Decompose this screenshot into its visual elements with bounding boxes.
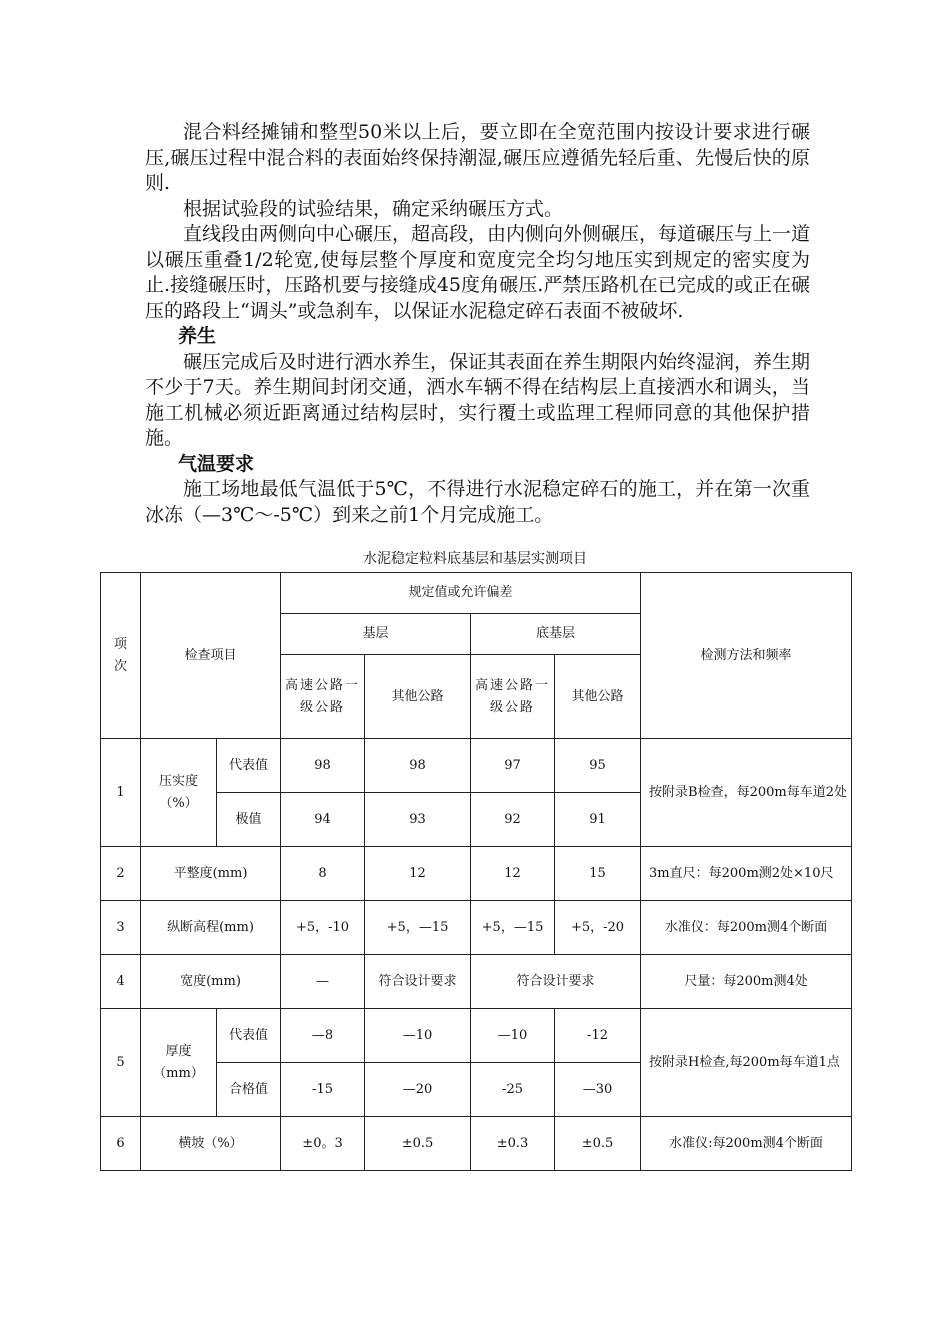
row-no: 6: [101, 1117, 141, 1171]
cell: —: [281, 955, 365, 1009]
row-subitem: 极值: [217, 793, 281, 847]
cell: —8: [281, 1009, 365, 1063]
cell: 97: [471, 739, 555, 793]
table-row: [101, 1117, 852, 1171]
cell: 符合设计要求: [471, 955, 641, 1009]
header-other: 其他公路: [365, 655, 471, 739]
cell: 15: [555, 847, 641, 901]
cell: 93: [365, 793, 471, 847]
table-row: [101, 955, 852, 1009]
row-no: 1: [101, 739, 141, 847]
table-row: [101, 901, 852, 955]
cell: +5，-20: [555, 901, 641, 955]
cell: 98: [365, 739, 471, 793]
header-highway: 高速公路一级公路: [471, 655, 555, 739]
paragraph-rolling: 混合料经摊铺和整型50米以上后，要立即在全宽范围内按设计要求进行碾压,碾压过程中混合料的表面始终保持潮湿,碾压应遵循先轻后重、先慢后快的原则.: [145, 121, 810, 194]
row-method: 按附录H检查,每200m每车道1点: [641, 1009, 852, 1117]
paragraph-rolling-method: 直线段由两侧向中心碾压，超高段，由内侧向外侧碾压，每道碾压与上一道以碾压重叠1/2轮宽,使每层整个厚度和宽度完全均匀地压实到规定的密实度为止.接缝碾压时，压路机要与接缝成45度角碾压.严禁压路机在已完成的或正在碾压的路段上“调头”或急刹车，以保证水泥稳定碎石表面不被破坏.: [145, 223, 811, 322]
header-allowed: 规定值或允许偏差: [281, 573, 641, 614]
cell: 94: [281, 793, 365, 847]
header-base: 基层: [281, 614, 471, 655]
row-item: 横坡（%）: [141, 1117, 281, 1171]
row-method: 3m直尺：每200m测2处×10尺: [641, 847, 852, 901]
cell: ±0。3: [281, 1117, 365, 1171]
cell: —10: [471, 1009, 555, 1063]
row-subitem: 合格值: [217, 1063, 281, 1117]
table-row: [101, 847, 852, 901]
cell: +5，—15: [471, 901, 555, 955]
header-highway: 高速公路一级公路: [281, 655, 365, 739]
row-no: 2: [101, 847, 141, 901]
table-header-row: [101, 573, 852, 614]
cell: -12: [555, 1009, 641, 1063]
header-item-no: 项 次: [101, 573, 141, 739]
cell: 8: [281, 847, 365, 901]
header-subbase: 底基层: [471, 614, 641, 655]
row-subitem: 代表值: [217, 739, 281, 793]
row-item: 平整度(mm): [141, 847, 281, 901]
row-subitem: 代表值: [217, 1009, 281, 1063]
cell: 91: [555, 793, 641, 847]
row-method: 按附录B检查，每200m每车道2处: [641, 739, 852, 847]
cell: —10: [365, 1009, 471, 1063]
heading-temperature: 气温要求: [178, 452, 255, 475]
body-text: [145, 120, 810, 528]
row-method: 水准仪:每200m测4个断面: [641, 1117, 852, 1171]
row-item: 压实度（%）: [141, 739, 217, 847]
cell: ±0.5: [365, 1117, 471, 1171]
cell: 98: [281, 739, 365, 793]
header-check-item: 检查项目: [141, 573, 281, 739]
cell: —20: [365, 1063, 471, 1117]
cell: +5，—15: [365, 901, 471, 955]
row-method: 水准仪：每200m测4个断面: [641, 901, 852, 955]
row-no: 5: [101, 1009, 141, 1117]
row-no: 4: [101, 955, 141, 1009]
row-no: 3: [101, 901, 141, 955]
cell: ±0.5: [555, 1117, 641, 1171]
row-item: 纵断高程(mm): [141, 901, 281, 955]
header-method: 检测方法和频率: [641, 573, 852, 739]
paragraph-test-section: 根据试验段的试验结果，确定采纳碾压方式。: [183, 197, 564, 220]
table-caption: 水泥稳定粒料底基层和基层实测项目: [363, 551, 587, 567]
cell: +5，-10: [281, 901, 365, 955]
cell: 12: [365, 847, 471, 901]
row-item: 厚度（mm）: [141, 1009, 217, 1117]
cell: 92: [471, 793, 555, 847]
cell: 12: [471, 847, 555, 901]
inspection-table: [100, 572, 852, 1171]
paragraph-temperature: 施工场地最低气温低于5℃，不得进行水泥稳定碎石的施工，并在第一次重冰冻（—3℃～-5℃）到来之前1个月完成施工。: [145, 478, 810, 526]
cell: -15: [281, 1063, 365, 1117]
table-row: [101, 739, 852, 793]
cell: 符合设计要求: [365, 955, 471, 1009]
cell: —30: [555, 1063, 641, 1117]
paragraph-curing: 碾压完成后及时进行洒水养生，保证其表面在养生期限内始终湿润，养生期不少于7天。养生期间封闭交通，洒水车辆不得在结构层上直接洒水和调头，当施工机械必须近距离通过结构层时，实行覆土或监理工程师同意的其他保护措施。: [145, 350, 811, 449]
header-other: 其他公路: [555, 655, 641, 739]
cell: 95: [555, 739, 641, 793]
heading-curing: 养生: [178, 325, 217, 347]
cell: -25: [471, 1063, 555, 1117]
cell: ±0.3: [471, 1117, 555, 1171]
row-method: 尺量：每200m测4处: [641, 955, 852, 1009]
table-row: [101, 1009, 852, 1063]
row-item: 宽度(mm): [141, 955, 281, 1009]
